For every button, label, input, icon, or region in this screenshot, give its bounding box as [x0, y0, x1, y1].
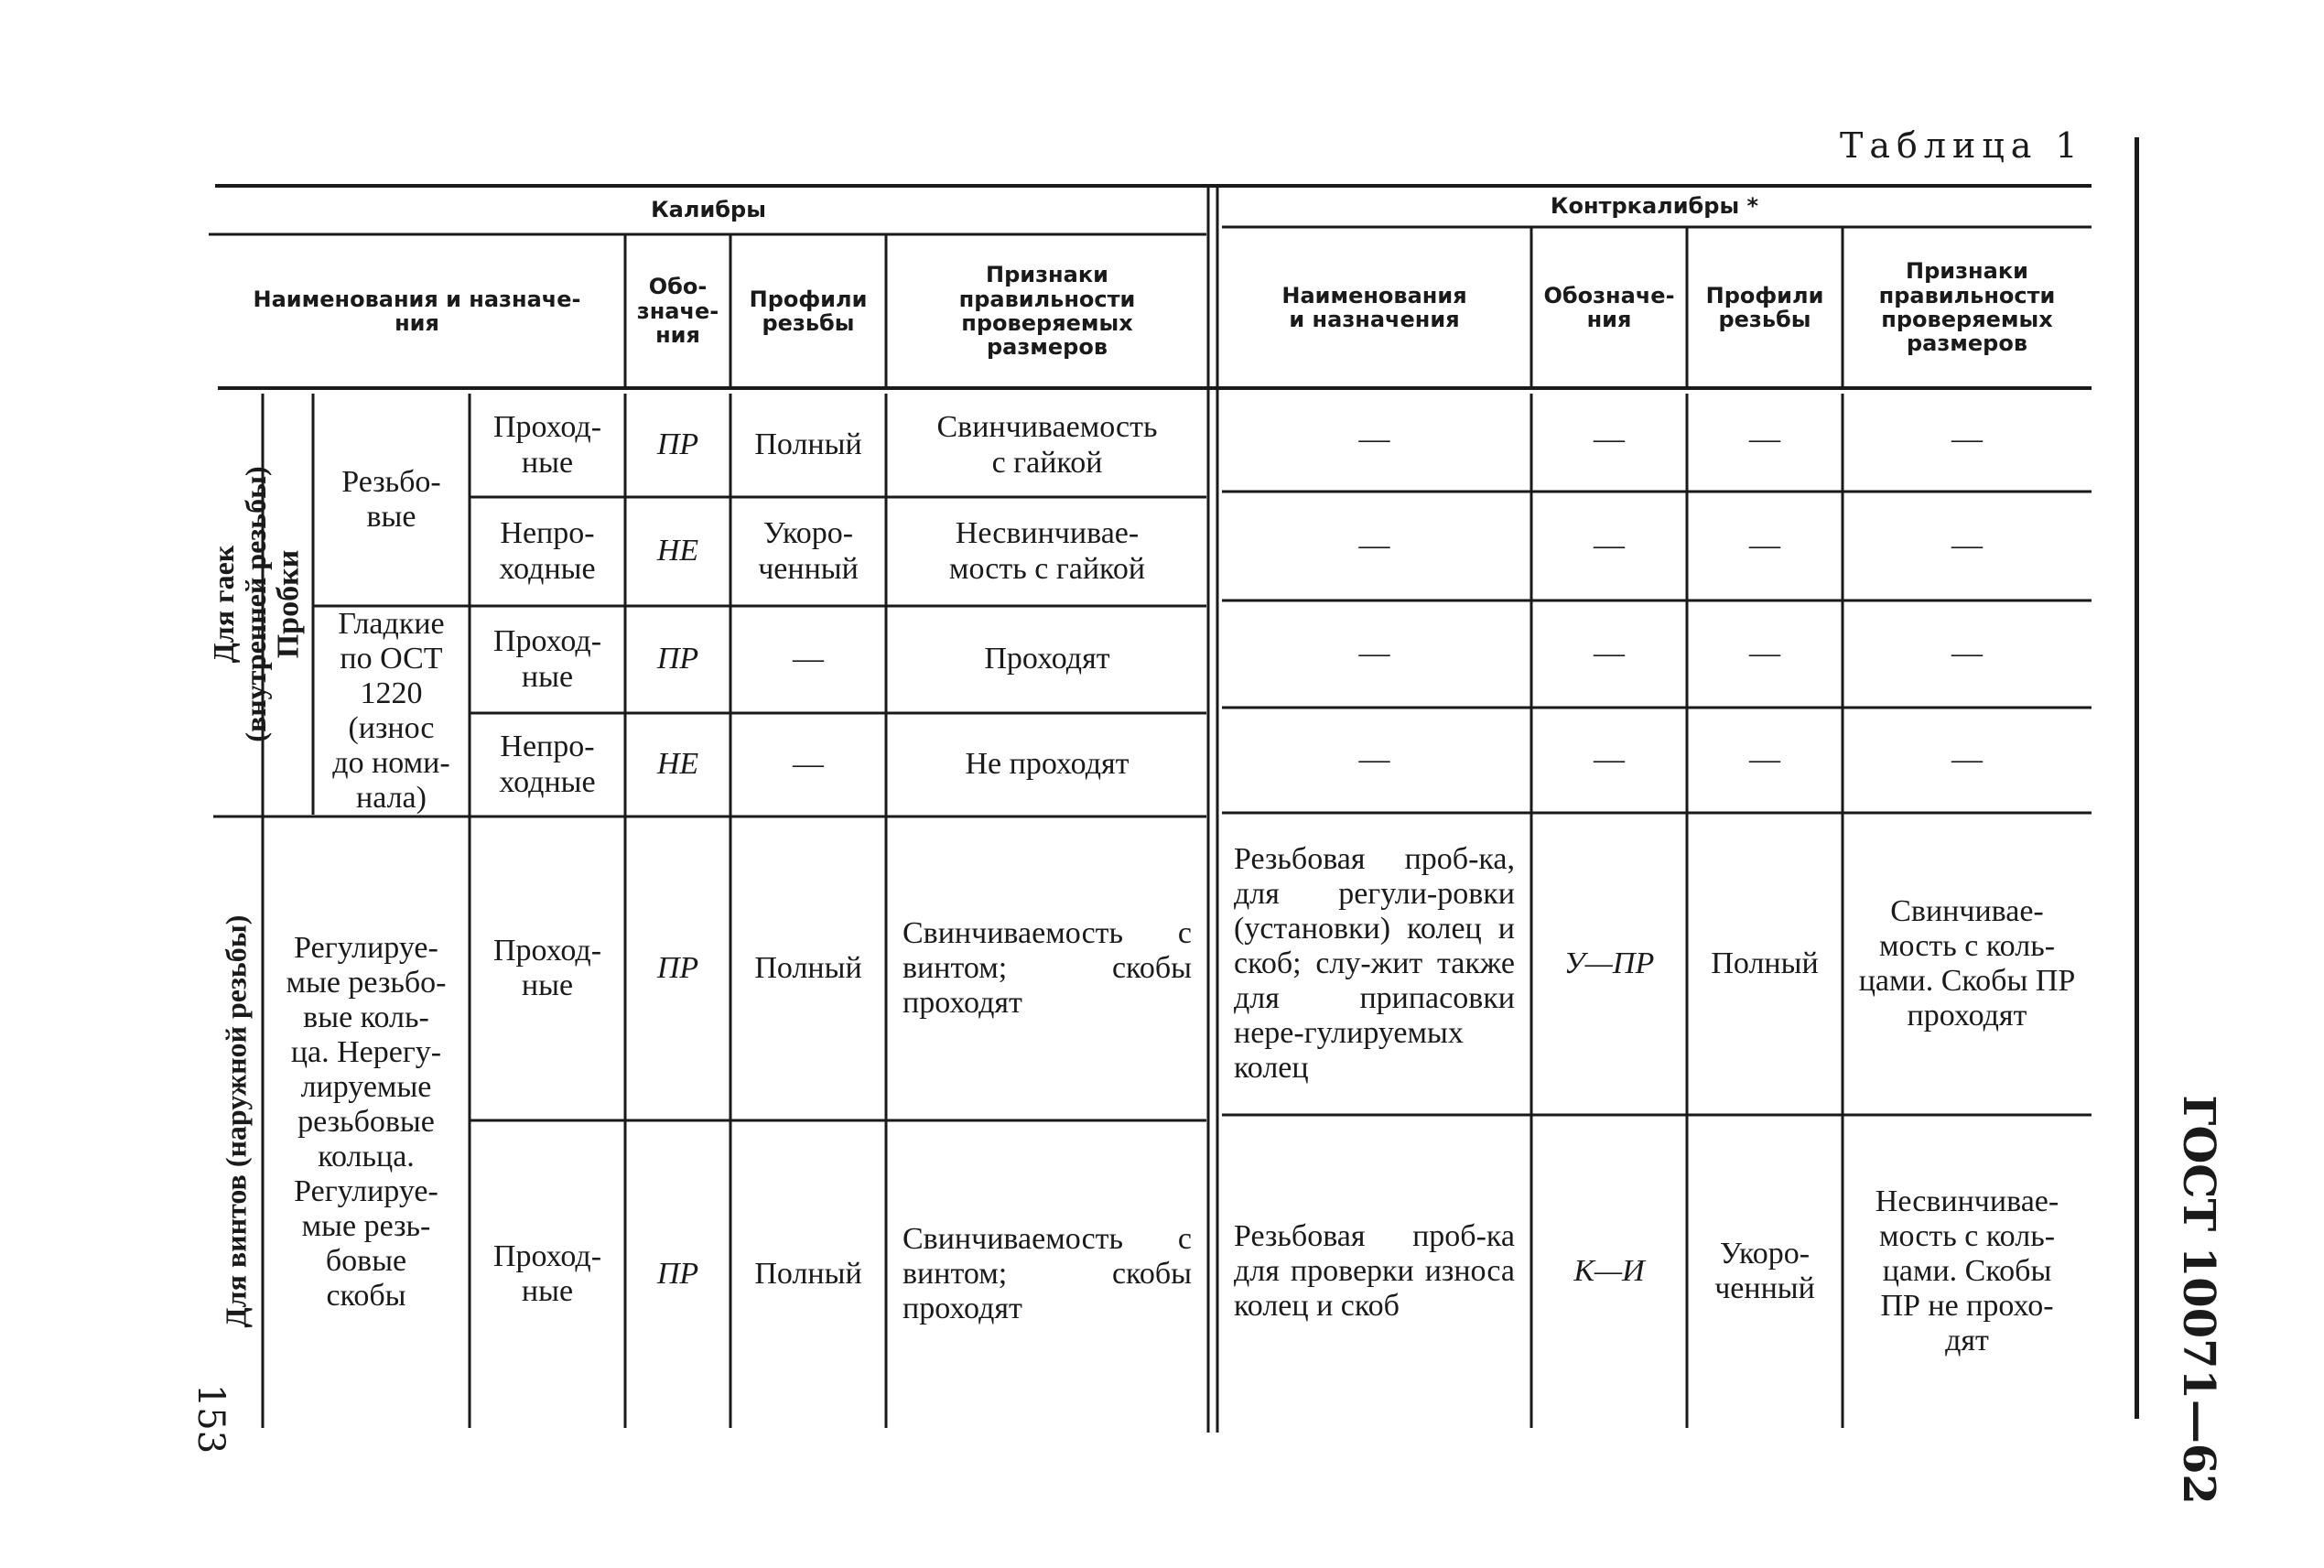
row-1-cc-designation: —: [1594, 528, 1625, 563]
row-5-designation: ПР: [656, 1256, 699, 1291]
row-5-cc-profile: Укоро- ченный: [1714, 1236, 1815, 1305]
row-2-designation: ПР: [656, 642, 699, 676]
row-5-type: Проход- ные: [492, 1238, 602, 1308]
row-4-cc-attribute: Свинчивае- мость с коль- цами. Скобы ПР проходят: [1858, 893, 2076, 1033]
row-0-cc-designation: —: [1594, 422, 1625, 457]
row-3-profile: —: [793, 747, 824, 782]
row-2-cc-designation: —: [1594, 636, 1625, 671]
row-4-attribute: Свинчиваемость с винтом; скобы проходят: [903, 915, 1192, 1021]
header-cc-designations: Обозначе- ния: [1543, 282, 1675, 332]
header-cc-thread-profiles: Профили резьбы: [1705, 282, 1824, 332]
row-1-cc-name: —: [1358, 528, 1390, 563]
row-3-cc-profile: —: [1749, 742, 1780, 777]
row-2-cc-name: —: [1358, 636, 1390, 671]
row-0-cc-name: —: [1358, 422, 1390, 457]
group-label-plugs: Пробки: [271, 549, 306, 659]
row-4-cc-profile: Полный: [1711, 946, 1819, 980]
row-3-type: Непро- ходные: [499, 730, 596, 799]
row-0-type: Проход- ные: [492, 410, 602, 480]
group-label-screws: Для винтов (наружной резьбы): [219, 914, 253, 1328]
header-thread-profiles: Профили резьбы: [749, 286, 868, 336]
row-4-designation: ПР: [656, 950, 699, 985]
row-5-profile: Полный: [754, 1256, 862, 1291]
header-attributes: Признаки правильности проверяемых размеров: [958, 262, 1136, 361]
row-0-designation: ПР: [656, 427, 699, 462]
gost-standard-label: ГОСТ 10071—62: [2173, 1095, 2224, 1505]
row-5-cc-attribute: Несвинчивае- мость с коль- цами. Скобы ПР не прохо- дят: [1875, 1184, 2059, 1358]
row-0-profile: Полный: [754, 427, 862, 462]
row-4-cc-name: Резьбовая проб-ка, для регули-ровки (установки) колец и скоб; слу-жит также для припасовки нере-гулируемых колец: [1234, 841, 1515, 1086]
subgroup-threaded: Резьбо- вые: [341, 464, 441, 534]
subgroup-smooth: Гладкие по ОСТ 1220 (износ до номи- нала): [332, 606, 450, 816]
row-3-cc-name: —: [1358, 742, 1390, 777]
header-calibers: Калибры: [651, 197, 766, 223]
header-designations: Обо- значе- ния: [636, 274, 719, 349]
header-counter-calibers: Контркалибры *: [1550, 193, 1759, 220]
row-5-attribute: Свинчиваемость с винтом; скобы проходят: [903, 1221, 1192, 1326]
row-2-cc-attribute: —: [1951, 636, 1983, 671]
row-1-cc-profile: —: [1749, 528, 1780, 563]
header-cc-name-purpose: Наименования и назначения: [1281, 282, 1467, 332]
row-4-type: Проход- ные: [492, 933, 602, 1002]
row-1-attribute: Несвинчивае- мость с гайкой: [948, 516, 1146, 586]
header-cc-attributes: Признаки правильности проверяемых размеров: [1878, 258, 2056, 357]
row-1-profile: Укоро- ченный: [758, 516, 859, 586]
row-1-designation: НЕ: [656, 534, 699, 568]
row-3-cc-attribute: —: [1951, 742, 1983, 777]
subgroup-rings: Регулируе- мые резьбо- вые коль- ца. Нерегу- лируемые резьбовые кольца. Регулируе- мые резь- бовые скобы: [286, 930, 447, 1314]
row-5-cc-designation: К—И: [1573, 1253, 1645, 1288]
row-4-profile: Полный: [754, 950, 862, 985]
row-3-attribute: Не проходят: [965, 747, 1130, 782]
page-number: 153: [189, 1383, 232, 1454]
row-3-cc-designation: —: [1594, 742, 1625, 777]
row-2-attribute: Проходят: [984, 642, 1110, 676]
header-name-purpose: Наименования и назначе- ния: [253, 286, 581, 336]
row-2-type: Проход- ные: [492, 624, 602, 694]
row-2-cc-profile: —: [1749, 636, 1780, 671]
row-4-cc-designation: У—ПР: [1563, 946, 1655, 980]
row-0-cc-profile: —: [1749, 422, 1780, 457]
row-1-type: Непро- ходные: [499, 516, 596, 586]
row-0-attribute: Свинчиваемость с гайкой: [936, 410, 1158, 480]
row-2-profile: —: [793, 642, 824, 676]
table-title: Таблица 1: [1840, 125, 2084, 166]
row-0-cc-attribute: —: [1951, 422, 1983, 457]
group-label-nuts: Для гаек (внутренней резьбы): [206, 466, 272, 742]
row-1-cc-attribute: —: [1951, 528, 1983, 563]
row-5-cc-name: Резьбовая проб-ка для проверки износа колец и скоб: [1234, 1218, 1515, 1324]
row-3-designation: НЕ: [656, 747, 699, 782]
